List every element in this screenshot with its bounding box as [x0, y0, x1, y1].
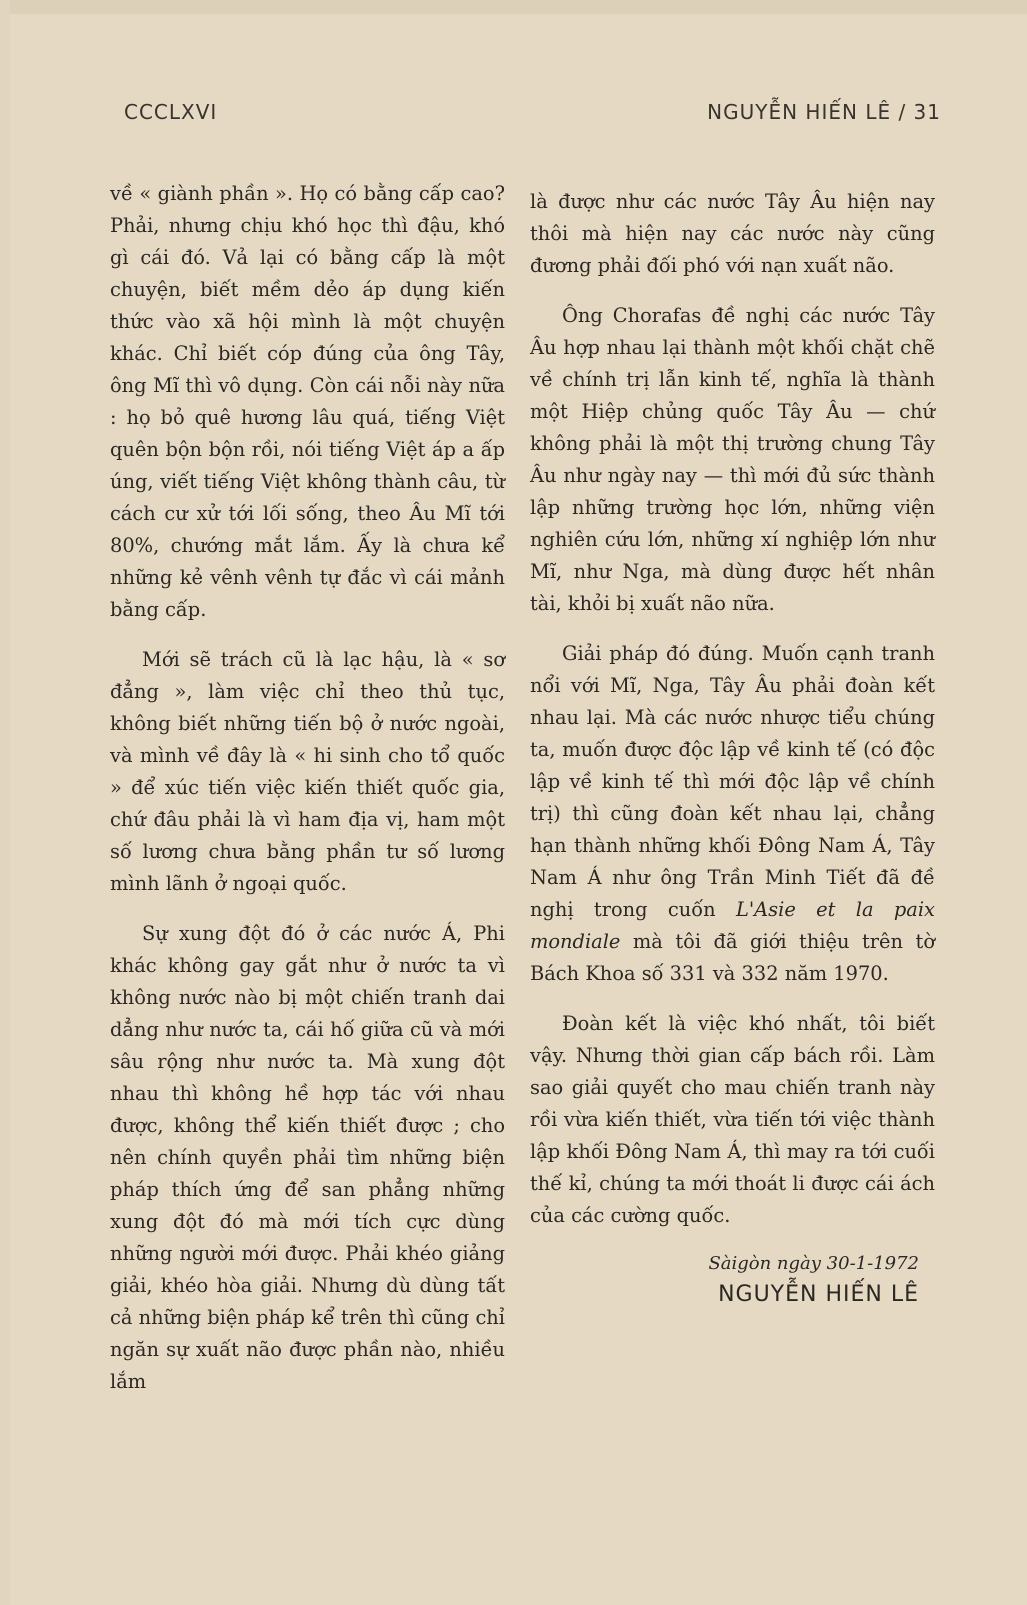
running-header: [124, 100, 941, 124]
signature-date: Sàigòn ngày 30-1-1972: [708, 1253, 919, 1274]
book-title: L'Asie et la paix mondiale: [530, 898, 935, 953]
right-paragraph-3: [530, 638, 935, 990]
right-paragraph-3-text-b: mà tôi đã giới thiệu trên tờ Bách Khoa số 331 và 332 năm 1970.: [530, 930, 935, 985]
right-paragraph-3-text-a: Giải pháp đó đúng. Muốn cạnh tranh nổi với Mĩ, Nga, Tây Âu phải đoàn kết nhau lại. Mà các nước nhược tiểu chúng ta, muốn được độc lập về kinh tế (có độc lập về kinh tế thì mới độc lập về chính trị) thì cũng đoàn kết nhau lại, chẳng hạn thành những khối Đông Nam Á, Tây Nam Á như ông Trần Minh Tiết đã đề nghị trong cuốn: [530, 642, 935, 921]
right-column: [530, 186, 935, 1312]
left-paragraph-1: về « giành phần ». Họ có bằng cấp cao? Phải, nhưng chịu khó học thì đậu, khó gì cái đó. Vả lại có bằng cấp là một chuyện, biết mềm dẻo áp dụng kiến thức vào xã hội mình là một chuyện khác. Chỉ biết cóp đúng của ông Tây, ông Mĩ thì vô dụng. Còn cái nỗi này nữa : họ bỏ quê hương lâu quá, tiếng Việt quên bộn bộn rồi, nói tiếng Việt áp a ấp úng, viết tiếng Việt không thành câu, từ cách cư xử tới lối sống, theo Âu Mĩ tới 80%, chướng mắt lắm. Ấy là chưa kể những kẻ vênh vênh tự đắc vì cái mảnh bằng cấp.: [110, 182, 505, 621]
header-author-page: NGUYỄN HIẾN LÊ / 31: [707, 100, 941, 124]
left-paragraph-3: Sự xung đột đó ở các nước Á, Phi khác không gay gắt như ở nước ta vì không nước nào bị một chiến tranh dai dẳng như nước ta, cái hố giữa cũ và mới sâu rộng như nước ta. Mà xung đột nhau thì không hề hợp tác với nhau được, không thể kiến thiết được ; cho nên chính quyền phải tìm những biện pháp thích ứng để san phẳng những xung đột đó mà mới tích cực dùng những người mới được. Phải khéo giảng giải, khéo hòa giải. Nhưng dù dùng tất cả những biện pháp kể trên thì cũng chỉ ngăn sự xuất não được phần nào, nhiều lắm: [110, 922, 505, 1393]
signature-block: [530, 1250, 935, 1312]
right-paragraph-4: Đoàn kết là việc khó nhất, tôi biết vậy. Nhưng thời gian cấp bách rồi. Làm sao giải quyết cho mau chiến tranh này rồi vừa kiến thiết, vừa tiến tới việc thành lập khối Đông Nam Á, thì may ra tới cuối thế kỉ, chúng ta mới thoát li được cái ách của các cường quốc.: [530, 1012, 935, 1227]
left-column: [110, 178, 505, 1416]
header-roman-numeral: CCCLXVI: [124, 100, 218, 124]
left-paragraph-2: Mới sẽ trách cũ là lạc hậu, là « sơ đẳng », làm việc chỉ theo thủ tục, không biết những tiến bộ ở nước ngoài, và mình về đây là « hi sinh cho tổ quốc » để xúc tiến việc kiến thiết quốc gia, chứ đâu phải là vì ham địa vị, ham một số lương chưa bằng phần tư số lương mình lãnh ở ngoại quốc.: [110, 648, 505, 895]
signature-name: NGUYỄN HIẾN LÊ: [718, 1282, 919, 1307]
right-paragraph-2: Ông Chorafas đề nghị các nước Tây Âu hợp nhau lại thành một khối chặt chẽ về chính trị lẫn kinh tế, nghĩa là thành một Hiệp chủng quốc Tây Âu — chứ không phải là một thị trường chung Tây Âu như ngày nay — thì mới đủ sức thành lập những trường học lớn, những viện nghiên cứu lớn, những xí nghiệp lớn như Mĩ, như Nga, mà dùng được hết nhân tài, khỏi bị xuất não nữa.: [530, 304, 935, 615]
right-paragraph-1: là được như các nước Tây Âu hiện nay thôi mà hiện nay các nước này cũng đương phải đối phó với nạn xuất não.: [530, 190, 935, 277]
